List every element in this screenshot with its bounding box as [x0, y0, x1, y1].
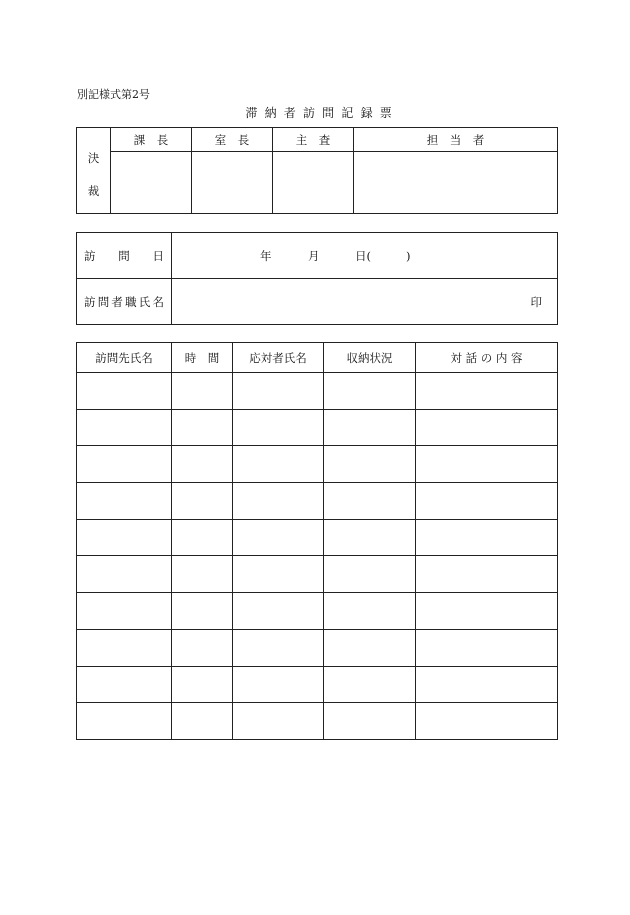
- record-cell[interactable]: [172, 409, 233, 446]
- role-header: 室 長: [192, 128, 273, 152]
- record-cell[interactable]: [324, 519, 416, 556]
- visitor-name-field[interactable]: [172, 279, 558, 325]
- records-table: [76, 342, 558, 740]
- day-label: 日(: [355, 248, 371, 263]
- record-cell[interactable]: [233, 629, 324, 666]
- stamp-box[interactable]: [192, 152, 273, 214]
- record-cell[interactable]: [416, 446, 558, 483]
- role-header: 担 当 者: [354, 128, 558, 152]
- visit-info-table: [76, 232, 558, 325]
- visitor-name-label: 訪問者職氏名: [77, 279, 172, 325]
- year-label: 年: [260, 248, 272, 263]
- record-cell[interactable]: [77, 409, 172, 446]
- record-cell[interactable]: [172, 593, 233, 630]
- approval-label-cell: [77, 128, 111, 214]
- record-cell[interactable]: [77, 373, 172, 410]
- record-cell[interactable]: [324, 703, 416, 740]
- month-label: 月: [308, 248, 320, 263]
- record-cell[interactable]: [233, 556, 324, 593]
- col-header: 対 話 の 内 容: [416, 343, 558, 373]
- record-cell[interactable]: [172, 519, 233, 556]
- record-cell[interactable]: [233, 483, 324, 520]
- record-cell[interactable]: [172, 666, 233, 703]
- record-cell[interactable]: [416, 483, 558, 520]
- stamp-box[interactable]: [354, 152, 558, 214]
- col-header: 応対者氏名: [233, 343, 324, 373]
- record-cell[interactable]: [416, 556, 558, 593]
- record-cell[interactable]: [77, 629, 172, 666]
- visit-date-label: 訪問日: [77, 233, 172, 279]
- table-row: [77, 483, 558, 520]
- record-cell[interactable]: [416, 703, 558, 740]
- seal-mark: 印: [530, 294, 542, 309]
- record-cell[interactable]: [233, 373, 324, 410]
- table-row: [77, 409, 558, 446]
- record-cell[interactable]: [77, 593, 172, 630]
- col-header: 時 間: [172, 343, 233, 373]
- table-row: [77, 446, 558, 483]
- record-cell[interactable]: [233, 666, 324, 703]
- approval-label-top: 決: [87, 151, 100, 165]
- stamp-box[interactable]: [273, 152, 354, 214]
- table-row: [77, 666, 558, 703]
- table-row: [77, 556, 558, 593]
- form-number-label: 別記様式第2号: [77, 88, 150, 101]
- record-cell[interactable]: [77, 556, 172, 593]
- table-row: [77, 519, 558, 556]
- record-rows: [77, 373, 558, 740]
- role-header: 主 査: [273, 128, 354, 152]
- record-cell[interactable]: [324, 666, 416, 703]
- record-cell[interactable]: [77, 519, 172, 556]
- record-cell[interactable]: [416, 666, 558, 703]
- record-cell[interactable]: [416, 519, 558, 556]
- record-cell[interactable]: [324, 556, 416, 593]
- visit-date-field[interactable]: [172, 233, 558, 279]
- record-cell[interactable]: [77, 446, 172, 483]
- table-row: [77, 703, 558, 740]
- record-cell[interactable]: [172, 556, 233, 593]
- record-cell[interactable]: [172, 483, 233, 520]
- record-cell[interactable]: [324, 483, 416, 520]
- record-cell[interactable]: [324, 446, 416, 483]
- form-title: 滞納者訪問記録票: [245, 106, 399, 120]
- record-cell[interactable]: [77, 483, 172, 520]
- record-cell[interactable]: [233, 593, 324, 630]
- table-row: [77, 593, 558, 630]
- record-cell[interactable]: [233, 703, 324, 740]
- col-header: 収納状況: [324, 343, 416, 373]
- record-cell[interactable]: [233, 519, 324, 556]
- approval-table: [76, 127, 558, 214]
- record-cell[interactable]: [172, 373, 233, 410]
- record-cell[interactable]: [233, 409, 324, 446]
- record-cell[interactable]: [172, 446, 233, 483]
- record-cell[interactable]: [324, 593, 416, 630]
- record-cell[interactable]: [233, 446, 324, 483]
- record-cell[interactable]: [324, 409, 416, 446]
- col-header: 訪問先氏名: [77, 343, 172, 373]
- record-cell[interactable]: [416, 593, 558, 630]
- record-cell[interactable]: [416, 629, 558, 666]
- record-cell[interactable]: [416, 373, 558, 410]
- record-cell[interactable]: [172, 629, 233, 666]
- record-cell[interactable]: [416, 409, 558, 446]
- record-cell[interactable]: [77, 666, 172, 703]
- approval-label-bottom: 裁: [87, 184, 100, 198]
- record-cell[interactable]: [172, 703, 233, 740]
- weekday-close: ): [406, 248, 411, 263]
- record-cell[interactable]: [324, 373, 416, 410]
- table-row: [77, 373, 558, 410]
- table-row: [77, 629, 558, 666]
- record-cell[interactable]: [324, 629, 416, 666]
- role-header: 課 長: [111, 128, 192, 152]
- record-cell[interactable]: [77, 703, 172, 740]
- stamp-box[interactable]: [111, 152, 192, 214]
